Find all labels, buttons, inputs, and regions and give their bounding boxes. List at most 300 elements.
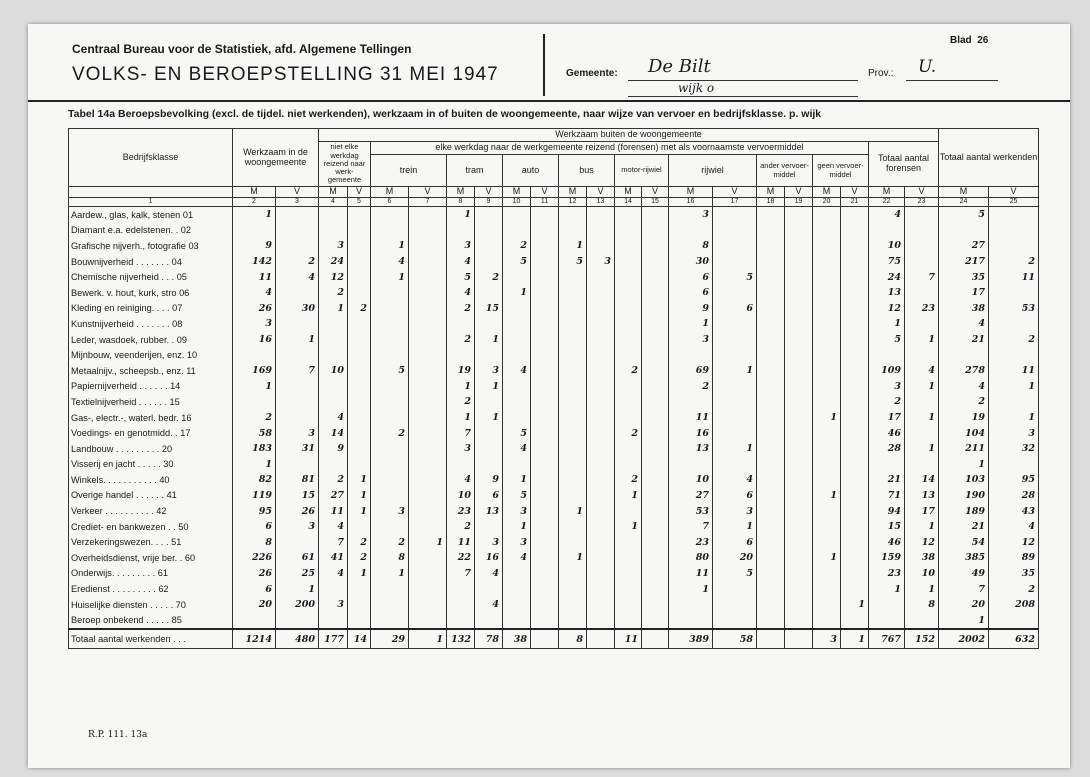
cell-value — [757, 238, 785, 254]
cell-value — [559, 332, 587, 348]
cell-value — [841, 488, 869, 504]
cell-value — [531, 269, 559, 285]
cell-value — [348, 394, 371, 410]
cell-value — [276, 457, 319, 473]
cell-value: 75 — [869, 254, 905, 270]
cell-value — [409, 441, 447, 457]
cell-value — [371, 347, 409, 363]
cell-value: 2 — [233, 410, 276, 426]
cell-value: 23 — [905, 301, 939, 317]
cell-value: 8 — [669, 238, 713, 254]
table-row — [69, 534, 1039, 550]
cell-value — [841, 316, 869, 332]
cell-value — [371, 612, 409, 629]
cell-value — [785, 457, 813, 473]
cell-value: 3 — [503, 534, 531, 550]
cell-value: 2 — [939, 394, 989, 410]
form-title: VOLKS- EN BEROEPSTELLING 31 MEI 1947 — [72, 64, 499, 85]
cell-value: 1 — [447, 207, 475, 223]
cell-value: 1 — [409, 534, 447, 550]
cell-value — [371, 223, 409, 239]
table-row — [69, 269, 1039, 285]
cell-value: 11 — [233, 269, 276, 285]
cell-value — [615, 254, 642, 270]
column-number: 6 — [371, 198, 409, 207]
cell-value: 13 — [475, 503, 503, 519]
row-label: Overige handel . . . . . . 41 — [69, 488, 233, 504]
cell-value: 7 — [319, 534, 348, 550]
cell-value: 1 — [371, 566, 409, 582]
cell-value: 5 — [447, 269, 475, 285]
cell-value: 2 — [989, 581, 1039, 597]
col-m-label: M — [869, 187, 905, 198]
table-row — [69, 410, 1039, 426]
col-m-label: M — [233, 187, 276, 198]
cell-value — [615, 566, 642, 582]
cell-value — [905, 207, 939, 223]
cell-value: 2 — [669, 379, 713, 395]
cell-value: 1 — [841, 629, 869, 649]
table-title: Tabel 14a Beroepsbevolking (excl. de tijdel. niet werkenden), werkzaam in of buiten de woongemeente, naar wijze van vervoer en bedrijfsklasse. p. wijk — [68, 108, 822, 120]
cell-value — [233, 612, 276, 629]
cell-value — [615, 441, 642, 457]
cell-value — [785, 488, 813, 504]
cell-value: 4 — [319, 519, 348, 535]
cell-value — [757, 285, 785, 301]
cell-value: 2002 — [939, 629, 989, 649]
cell-value — [841, 394, 869, 410]
cell-value — [319, 612, 348, 629]
cell-value — [989, 457, 1039, 473]
cell-value — [276, 379, 319, 395]
column-number-row — [69, 198, 1039, 207]
cell-value — [503, 207, 531, 223]
cell-value — [503, 566, 531, 582]
cell-value — [813, 301, 841, 317]
cell-value: 35 — [939, 269, 989, 285]
cell-value — [813, 285, 841, 301]
cell-value — [615, 301, 642, 317]
cell-value: 31 — [276, 441, 319, 457]
cell-value — [503, 269, 531, 285]
cell-value — [371, 394, 409, 410]
col-ander-vervoer: ander vervoer-middel — [757, 155, 813, 187]
cell-value: 9 — [475, 472, 503, 488]
cell-value — [559, 488, 587, 504]
cell-value: 200 — [276, 597, 319, 613]
cell-value — [475, 223, 503, 239]
cell-value — [559, 394, 587, 410]
cell-value — [348, 612, 371, 629]
cell-value — [905, 394, 939, 410]
cell-value: 53 — [989, 301, 1039, 317]
cell-value: 5 — [869, 332, 905, 348]
cell-value: 3 — [813, 629, 841, 649]
cell-value: 1 — [713, 363, 757, 379]
cell-value — [531, 254, 559, 270]
cell-value: 4 — [319, 410, 348, 426]
cell-value: 54 — [939, 534, 989, 550]
cell-value — [348, 254, 371, 270]
cell-value — [813, 597, 841, 613]
cell-value: 1 — [559, 550, 587, 566]
cell-value: 24 — [869, 269, 905, 285]
cell-value: 16 — [233, 332, 276, 348]
cell-value: 23 — [669, 534, 713, 550]
cell-value — [475, 425, 503, 441]
cell-value — [615, 332, 642, 348]
cell-value — [841, 347, 869, 363]
cell-value — [559, 410, 587, 426]
cell-value: 4 — [503, 441, 531, 457]
cell-value: 15 — [869, 519, 905, 535]
cell-value: 1 — [503, 519, 531, 535]
mv-header-row — [69, 187, 1039, 198]
cell-value: 1 — [447, 379, 475, 395]
cell-value — [587, 629, 615, 649]
cell-value — [757, 316, 785, 332]
cell-value — [813, 379, 841, 395]
cell-value — [348, 332, 371, 348]
cell-value: 14 — [348, 629, 371, 649]
cell-value — [371, 488, 409, 504]
cell-value: 21 — [939, 519, 989, 535]
cell-value — [371, 581, 409, 597]
cell-value — [348, 207, 371, 223]
cell-value: 6 — [713, 301, 757, 317]
cell-value — [757, 269, 785, 285]
cell-value — [757, 332, 785, 348]
cell-value — [841, 441, 869, 457]
cell-value: 89 — [989, 550, 1039, 566]
col-v-label: V — [905, 187, 939, 198]
cell-value — [319, 457, 348, 473]
cell-value: 103 — [939, 472, 989, 488]
cell-value — [587, 550, 615, 566]
cell-value — [642, 457, 669, 473]
col-v-label: V — [475, 187, 503, 198]
col-m-label: M — [757, 187, 785, 198]
cell-value — [475, 612, 503, 629]
cell-value — [785, 379, 813, 395]
cell-value — [841, 457, 869, 473]
cell-value — [276, 347, 319, 363]
cell-value: 38 — [939, 301, 989, 317]
cell-value — [713, 316, 757, 332]
cell-value: 278 — [939, 363, 989, 379]
cell-value — [531, 503, 559, 519]
cell-value — [531, 285, 559, 301]
cell-value — [409, 285, 447, 301]
column-number: 9 — [475, 198, 503, 207]
cell-value — [587, 379, 615, 395]
cell-value — [559, 269, 587, 285]
cell-value: 2 — [371, 534, 409, 550]
cell-value: 1 — [348, 503, 371, 519]
cell-value — [276, 285, 319, 301]
cell-value: 41 — [319, 550, 348, 566]
cell-value — [531, 379, 559, 395]
cell-value — [503, 332, 531, 348]
cell-value — [409, 503, 447, 519]
cell-value: 4 — [713, 472, 757, 488]
cell-value: 152 — [905, 629, 939, 649]
cell-value — [559, 316, 587, 332]
cell-value — [531, 410, 559, 426]
cell-value — [371, 457, 409, 473]
cell-value: 3 — [869, 379, 905, 395]
table-row — [69, 285, 1039, 301]
row-label: Textielnijverheid . . . . . . 15 — [69, 394, 233, 410]
cell-value: 28 — [989, 488, 1039, 504]
cell-value: 7 — [939, 581, 989, 597]
cell-value — [841, 379, 869, 395]
cell-value: 9 — [319, 441, 348, 457]
cell-value — [989, 207, 1039, 223]
cell-value: 15 — [475, 301, 503, 317]
cell-value — [531, 316, 559, 332]
cell-value: 30 — [669, 254, 713, 270]
cell-value: 16 — [475, 550, 503, 566]
cell-value — [371, 316, 409, 332]
cell-value: 1 — [475, 332, 503, 348]
cell-value — [475, 441, 503, 457]
cell-value — [348, 457, 371, 473]
cell-value: 32 — [989, 441, 1039, 457]
table-row — [69, 550, 1039, 566]
cell-value: 1 — [409, 629, 447, 649]
cell-value: 10 — [319, 363, 348, 379]
prov-underline — [906, 80, 998, 81]
cell-value — [989, 347, 1039, 363]
cell-value — [615, 457, 642, 473]
cell-value: 5 — [713, 566, 757, 582]
cell-value: 21 — [939, 332, 989, 348]
prov-value: U. — [918, 57, 937, 77]
table-row — [69, 425, 1039, 441]
cell-value — [785, 347, 813, 363]
table-row — [69, 347, 1039, 363]
cell-value — [276, 534, 319, 550]
cell-value — [642, 550, 669, 566]
gemeente-label: Gemeente: — [566, 68, 618, 79]
cell-value — [642, 472, 669, 488]
cell-value — [757, 550, 785, 566]
col-m-label: M — [503, 187, 531, 198]
cell-value — [531, 347, 559, 363]
cell-value — [989, 238, 1039, 254]
cell-value — [319, 316, 348, 332]
row-label: Voedings- en genotmidd. . 17 — [69, 425, 233, 441]
col-v-label: V — [587, 187, 615, 198]
cell-value — [642, 238, 669, 254]
cell-value — [447, 581, 475, 597]
cell-value — [785, 472, 813, 488]
cell-value: 4 — [447, 254, 475, 270]
cell-value — [785, 254, 813, 270]
table-row — [69, 488, 1039, 504]
cell-value: 19 — [939, 410, 989, 426]
cell-value — [559, 534, 587, 550]
cell-value: 61 — [276, 550, 319, 566]
cell-value — [348, 238, 371, 254]
cell-value — [757, 629, 785, 649]
cell-value: 7 — [276, 363, 319, 379]
row-label: Visserij en jacht . . . . . 30 — [69, 457, 233, 473]
cell-value — [785, 394, 813, 410]
cell-value — [371, 441, 409, 457]
cell-value: 1 — [615, 488, 642, 504]
row-label: Eredienst . . . . . . . . . 62 — [69, 581, 233, 597]
cell-value: 189 — [939, 503, 989, 519]
cell-value — [615, 503, 642, 519]
cell-value: 53 — [669, 503, 713, 519]
cell-value: 3 — [447, 441, 475, 457]
cell-value — [757, 597, 785, 613]
cell-value — [587, 410, 615, 426]
cell-value — [587, 269, 615, 285]
cell-value — [233, 223, 276, 239]
cell-value — [905, 347, 939, 363]
table-row — [69, 254, 1039, 270]
cell-value — [503, 457, 531, 473]
cell-value: 69 — [669, 363, 713, 379]
cell-value — [371, 519, 409, 535]
cell-value — [559, 379, 587, 395]
cell-value — [587, 519, 615, 535]
cell-value — [757, 410, 785, 426]
cell-value: 3 — [319, 597, 348, 613]
gemeente-value: De Bilt — [648, 56, 711, 77]
cell-value — [841, 612, 869, 629]
col-bedrijfsklasse: Bedrijfsklasse — [69, 129, 233, 187]
cell-value: 17 — [869, 410, 905, 426]
cell-value: 3 — [233, 316, 276, 332]
cell-value — [587, 332, 615, 348]
cell-value — [587, 581, 615, 597]
sheet-number — [950, 35, 988, 46]
cell-value — [869, 612, 905, 629]
cell-value: 2 — [503, 238, 531, 254]
cell-value: 19 — [447, 363, 475, 379]
cell-value — [757, 612, 785, 629]
blad-label: Blad — [950, 35, 972, 46]
cell-value — [587, 503, 615, 519]
cell-value: 4 — [503, 550, 531, 566]
cell-value — [757, 425, 785, 441]
cell-value — [531, 612, 559, 629]
cell-value: 13 — [869, 285, 905, 301]
cell-value — [813, 519, 841, 535]
cell-value — [642, 379, 669, 395]
cell-value — [757, 207, 785, 223]
cell-value — [371, 410, 409, 426]
cell-value — [587, 207, 615, 223]
cell-value — [276, 207, 319, 223]
cell-value — [713, 612, 757, 629]
cell-value — [503, 394, 531, 410]
cell-value — [475, 254, 503, 270]
table-row — [69, 519, 1039, 535]
table-row — [69, 363, 1039, 379]
cell-value: 5 — [503, 425, 531, 441]
cell-value — [869, 597, 905, 613]
cell-value: 6 — [669, 269, 713, 285]
cell-value: 1 — [371, 269, 409, 285]
row-label: Grafische nijverh., fotografie 03 — [69, 238, 233, 254]
cell-value — [531, 363, 559, 379]
cell-value — [409, 566, 447, 582]
table-row — [69, 597, 1039, 613]
cell-value — [757, 457, 785, 473]
cell-value: 1 — [989, 379, 1039, 395]
row-label: Landbouw . . . . . . . . . 20 — [69, 441, 233, 457]
cell-value — [409, 519, 447, 535]
col-niet-elke: niet elke werkdag reizend naar werk-gemeente — [319, 142, 371, 187]
cell-value: 20 — [939, 597, 989, 613]
column-number: 11 — [531, 198, 559, 207]
cell-value: 5 — [713, 269, 757, 285]
cell-value — [713, 410, 757, 426]
column-number: 2 — [233, 198, 276, 207]
cell-value — [757, 581, 785, 597]
cell-value — [713, 457, 757, 473]
cell-value — [409, 394, 447, 410]
cell-value: 3 — [503, 503, 531, 519]
cell-value — [905, 457, 939, 473]
cell-value — [531, 223, 559, 239]
cell-value — [713, 238, 757, 254]
cell-value — [841, 332, 869, 348]
cell-value — [447, 316, 475, 332]
cell-value: 20 — [713, 550, 757, 566]
cell-value: 6 — [475, 488, 503, 504]
cell-value: 1 — [503, 472, 531, 488]
cell-value — [813, 441, 841, 457]
cell-value — [587, 566, 615, 582]
cell-value: 14 — [905, 472, 939, 488]
census-form — [28, 24, 1070, 768]
cell-value: 11 — [615, 629, 642, 649]
cell-value — [559, 347, 587, 363]
table-row — [69, 457, 1039, 473]
cell-value: 4 — [475, 566, 503, 582]
cell-value — [841, 566, 869, 582]
cell-value — [559, 363, 587, 379]
cell-value — [587, 534, 615, 550]
cell-value: 3 — [587, 254, 615, 270]
cell-value: 23 — [869, 566, 905, 582]
cell-value: 1 — [348, 566, 371, 582]
cell-value: 14 — [319, 425, 348, 441]
cell-value — [615, 550, 642, 566]
cell-value — [409, 332, 447, 348]
cell-value — [559, 581, 587, 597]
table-row — [69, 223, 1039, 239]
cell-value — [447, 223, 475, 239]
col-m-label: M — [939, 187, 989, 198]
cell-value: 17 — [939, 285, 989, 301]
cell-value — [869, 347, 905, 363]
col-v-label: V — [642, 187, 669, 198]
row-label: Chemische nijverheid . . . 05 — [69, 269, 233, 285]
col-v-label: V — [785, 187, 813, 198]
column-number: 15 — [642, 198, 669, 207]
cell-value: 4 — [276, 269, 319, 285]
cell-value — [319, 394, 348, 410]
cell-value: 95 — [989, 472, 1039, 488]
cell-value — [531, 597, 559, 613]
